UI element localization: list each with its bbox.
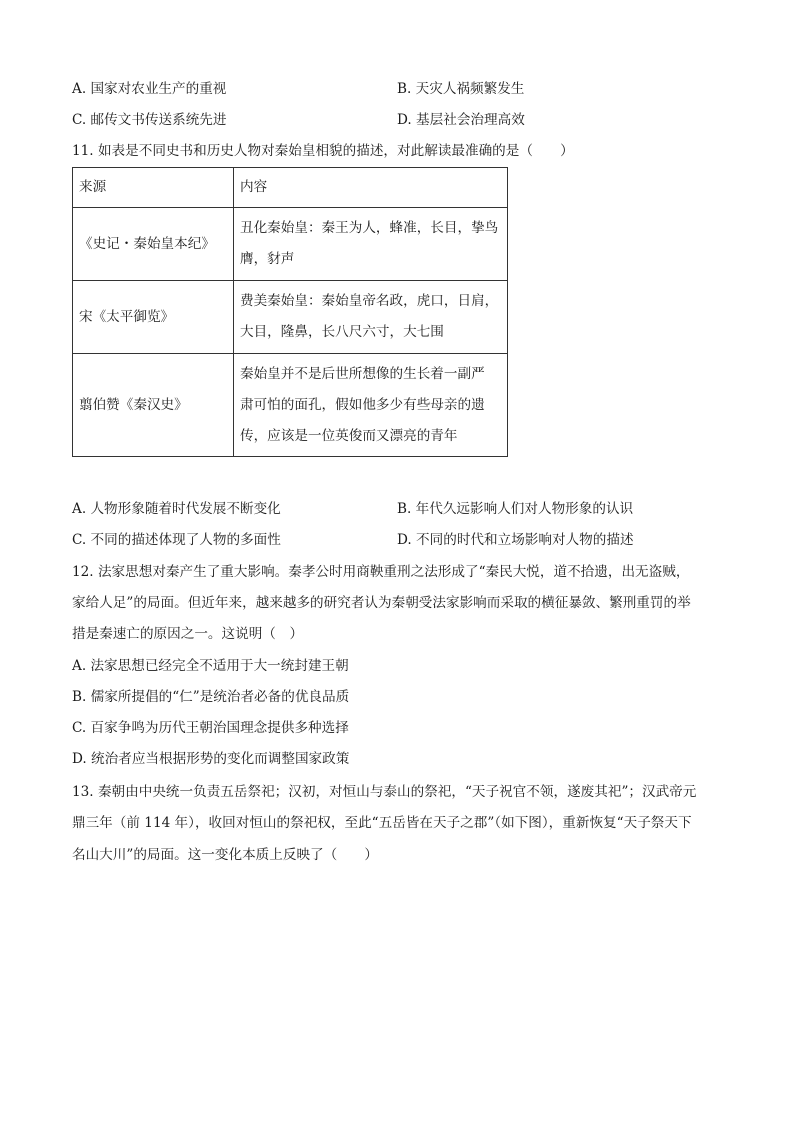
q11-option-c[interactable]: C. 不同的描述体现了人物的多面性 [72,532,281,548]
row-source: 翦伯赞《秦汉史》 [73,354,234,457]
row-content [234,281,508,354]
q12-option-c[interactable]: C. 百家争鸣为历代王朝治国理念提供多种选择 [72,720,349,736]
q11-option-d[interactable]: D. 不同的时代和立场影响对人物的描述 [397,532,634,548]
q12-option-a[interactable]: A. 法家思想已经完全不适用于大一统封建王朝 [72,658,349,674]
q13-stem-line: 13. 秦朝由中央统一负责五岳祭祀；汉初，对恒山与泰山的祭祀，“天子祝官不领，遂废其祀”；汉武帝元 [72,784,697,800]
row-source: 宋《太平御览》 [73,281,234,354]
table-row [73,208,508,281]
content-line: 费美秦始皇：秦始皇帝名政，虎口，日肩， [240,293,499,309]
source-table [72,167,508,457]
table-header-row [73,168,508,208]
content-line: 丑化秦始皇：秦王为人，蜂准，长目，挚鸟 [240,220,499,236]
header-source: 来源 [73,168,234,208]
q10-option-a[interactable]: A. 国家对农业生产的重视 [72,81,227,97]
q13-stem-line: 鼎三年（前 114 年），收回对恒山的祭祀权，至此“五岳皆在天子之郡”（如下图），重新恢复“天子祭天下 [72,815,692,831]
content-line: 传，应该是一位英俊而又漂亮的青年 [240,427,458,444]
q10-option-c[interactable]: C. 邮传文书传送系统先进 [72,112,227,128]
content-line: 大目，隆鼻，长八尺六寸，大七围 [240,324,444,340]
row-content [234,354,508,457]
q12-option-b[interactable]: B. 儒家所提倡的“仁”是统治者必备的优良品质 [72,689,350,705]
q11-stem: 11. 如表是不同史书和历史人物对秦始皇相貌的描述，对此解读最准确的是（ ） [72,143,574,159]
content-line: 肃可怕的面孔，假如他多少有些母亲的遗 [240,396,485,413]
q10-option-b[interactable]: B. 天灾人祸频繁发生 [397,81,525,97]
content-line: 膺，豺声 [240,251,295,267]
table-row [73,354,508,457]
q12-stem-line: 措是秦速亡的原因之一。这说明（ ） [72,626,304,642]
row-content [234,208,508,281]
q12-option-d[interactable]: D. 统治者应当根据形势的变化而调整国家政策 [72,751,350,767]
q11-option-b[interactable]: B. 年代久远影响人们对人物形象的认识 [397,501,634,517]
q11-option-a[interactable]: A. 人物形象随着时代发展不断变化 [72,501,281,517]
q12-stem-line: 12. 法家思想对秦产生了重大影响。秦孝公时用商鞅重刑之法形成了“秦民大悦，道不拾遗，出无盗贼， [72,564,690,580]
row-source: 《史记・秦始皇本纪》 [73,208,234,281]
q10-option-d[interactable]: D. 基层社会治理高效 [397,112,525,128]
q13-stem-line: 名山大川”的局面。这一变化本质上反映了（ ） [72,847,379,863]
table-row [73,281,508,354]
content-line: 秦始皇并不是后世所想像的生长着一副严 [240,365,485,382]
q12-stem-line: 家给人足”的局面。但近年来，越来越多的研究者认为秦朝受法家影响而采取的横征暴敛、繁刑重罚的举 [72,595,691,611]
header-content: 内容 [234,168,508,208]
